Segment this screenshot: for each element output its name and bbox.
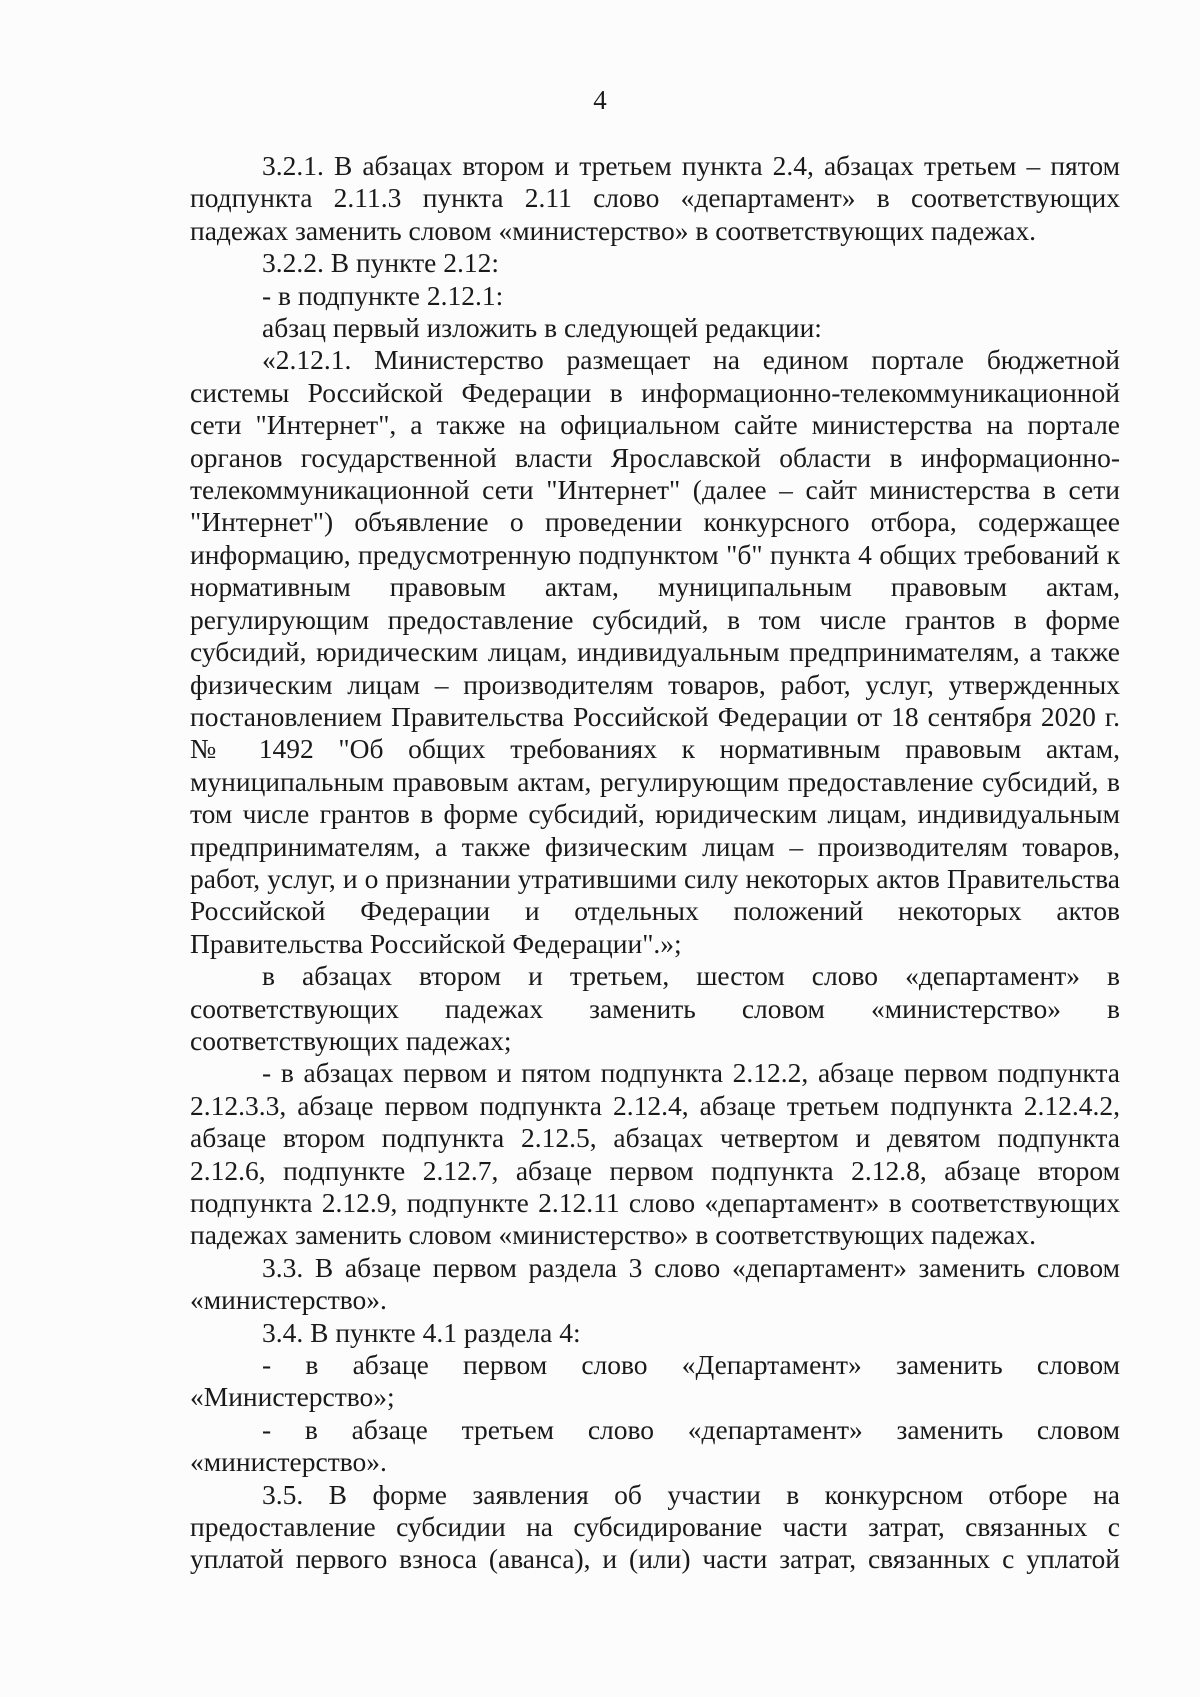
paragraph-3-2-2: 3.2.2. В пункте 2.12:: [262, 247, 500, 279]
paragraph-abzac-2-3-6: в абзацах втором и третьем, шестом слово «департамент» в соответствующих падежах заменить словом «министерство» в соответствующих падежах;: [190, 960, 1120, 1056]
document-body: [190, 150, 1120, 1576]
page-number: 4: [593, 85, 607, 115]
paragraph-subpoints-list: - в абзацах первом и пятом подпункта 2.12.2, абзаце первом подпункта 2.12.3.3, абзаце первом подпункта 2.12.4, абзаце третьем подпункта 2.12.4.2, абзаце втором подпункта 2.12.5, абзацах четвертом и девятом подпункта 2.12.6, подпункте 2.12.7, абзаце первом подпункта 2.12.8, абзаце втором подпункта 2.12.9, подпункте 2.12.11 слово «департамент» в соответствующих падежах заменить словом «министерство» в соответствующих падежах.: [190, 1057, 1120, 1251]
paragraph-3-3: 3.3. В абзаце первом раздела 3 слово «департамент» заменить словом «министерство».: [190, 1251, 1120, 1316]
paragraph-subpoint-2-12-1: - в подпункте 2.12.1:: [262, 279, 504, 311]
paragraph-quoted-2-12-1: «2.12.1. Министерство размещает на едином портале бюджетной системы Российской Федерации в информационно-телекоммуникационной сети "Интернет", а также на официальном сайте министерства на портале органов государственной власти Ярославской области в информационно-телекоммуникационной сети "Интернет" (далее – сайт министерства в сети "Интернет") объявление о проведении конкурсного отбора, содержащее информацию, предусмотренную подпунктом "б" пункта 4 общих требований к нормативным правовым актам, муниципальным правовым актам, регулирующим предоставление субсидий, в том числе грантов в форме субсидий, юридическим лицам, индивидуальным предпринимателям, а также физическим лицам – производителям товаров, работ, услуг, утвержденных постановлением Правительства Российской Федерации от 18 сентября 2020 г. № 1492 "Об общих требованиях к нормативным правовым актам, муниципальным правовым актам, регулирующим предоставление субсидий, в том числе грантов в форме субсидий, юридическим лицам, индивидуальным предпринимателям, а также физическим лицам – производителям товаров, работ, услуг, и о признании утратившими силу некоторых актов Правительства Российской Федерации и отдельных положений некоторых актов Правительства Российской Федерации".»;: [190, 344, 1120, 959]
paragraph-3-4-first: - в абзаце первом слово «Департамент» заменить словом «Министерство»;: [190, 1349, 1120, 1413]
paragraph-3-4-third: - в абзаце третьем слово «департамент» заменить словом «министерство».: [190, 1413, 1120, 1478]
paragraph-3-5: 3.5. В форме заявления об участии в конкурсном отборе на предоставление субсидии на субсидирование части затрат, связанных с уплатой первого взноса (аванса), и (или) части затрат, связанных с уплатой: [190, 1478, 1120, 1575]
paragraph-3-4: 3.4. В пункте 4.1 раздела 4:: [262, 1316, 581, 1348]
paragraph-3-2-1: 3.2.1. В абзацах втором и третьем пункта 2.4, абзацах третьем – пятом подпункта 2.11.3 пункта 2.11 слово «департамент» в соответствующих падежах заменить словом «министерство» в соответствующих падежах.: [190, 150, 1120, 246]
paragraph-first-abzac: абзац первый изложить в следующей редакции:: [262, 312, 822, 344]
